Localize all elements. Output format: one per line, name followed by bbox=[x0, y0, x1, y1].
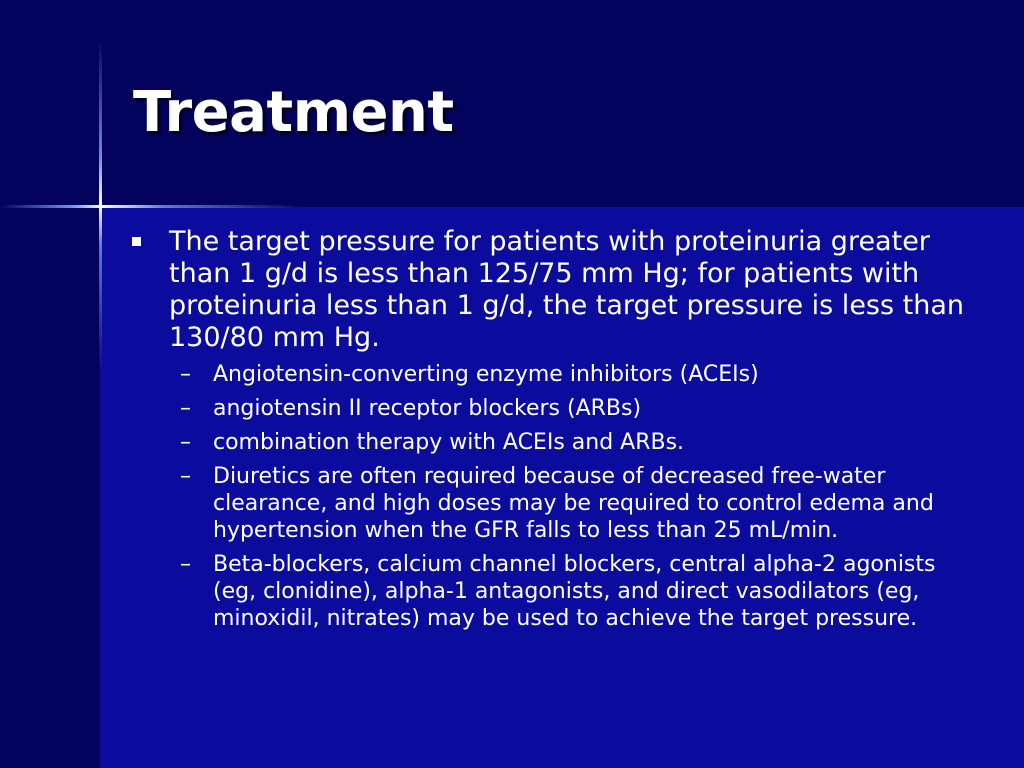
sub-bullet-text: Angiotensin-converting enzyme inhibitors (ACEIs) bbox=[213, 362, 759, 387]
sub-bullet-text: combination therapy with ACEIs and ARBs. bbox=[213, 430, 685, 455]
sub-bullet-text: Diuretics are often required because of decreased free-water clearance, and high doses may be required to control edema and hypertension when the GFR falls to less than 25 mL/min. bbox=[213, 464, 934, 543]
vertical-glow-line bbox=[99, 40, 102, 370]
horizontal-glow-line bbox=[0, 205, 300, 208]
sub-bullet-text: angiotensin II receptor blockers (ARBs) bbox=[213, 396, 642, 421]
main-bullet-text: The target pressure for patients with proteinuria greater than 1 g/d is less than 125/75 mm Hg; for patients with proteinuria less than 1 g/d, the target pressure is less than 130/80 mm Hg. bbox=[169, 226, 964, 353]
sub-bullet bbox=[130, 429, 980, 456]
square-bullet-icon bbox=[132, 237, 141, 246]
dash-bullet-icon: – bbox=[180, 464, 191, 489]
dash-bullet-icon: – bbox=[180, 362, 191, 387]
slide-body bbox=[130, 226, 980, 632]
dash-bullet-icon: – bbox=[180, 396, 191, 421]
sub-bullet bbox=[130, 551, 980, 632]
dash-bullet-icon: – bbox=[180, 552, 191, 577]
sub-bullet bbox=[130, 361, 980, 388]
sub-bullet bbox=[130, 463, 980, 544]
main-bullet bbox=[130, 226, 980, 354]
left-band-background bbox=[0, 207, 100, 768]
sub-bullet-text: Beta-blockers, calcium channel blockers, central alpha-2 agonists (eg, clonidine), alpha-1 antagonists, and direct vasodilators (eg, minoxidil, nitrates) may be used to achieve the target pressure. bbox=[213, 552, 936, 631]
dash-bullet-icon: – bbox=[180, 430, 191, 455]
slide-title: Treatment bbox=[133, 80, 454, 145]
sub-bullet bbox=[130, 395, 980, 422]
